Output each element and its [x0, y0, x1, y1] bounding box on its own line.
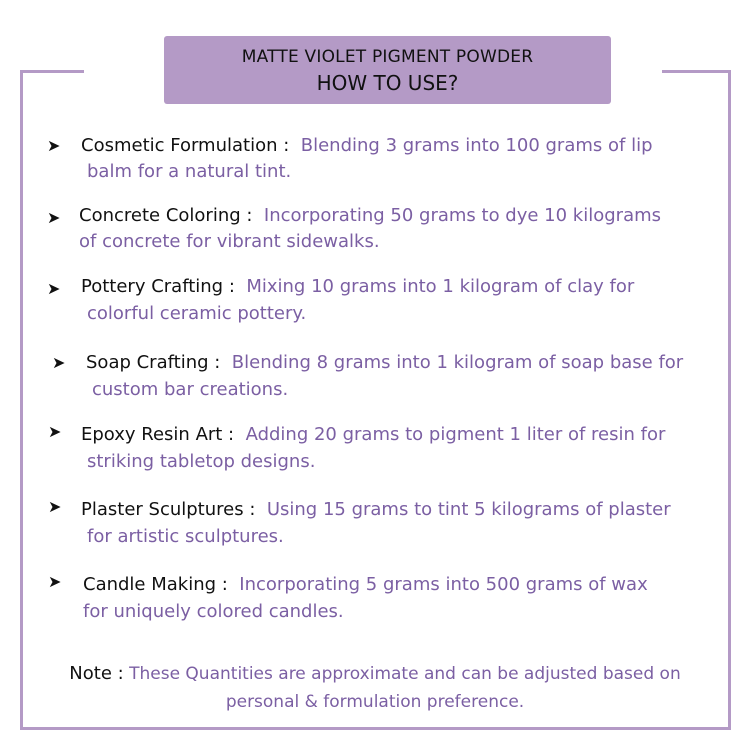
section-heading: HOW TO USE? [316, 71, 459, 95]
arrow-bullet-icon: ➤ [47, 279, 61, 298]
arrow-bullet-icon: ➤ [48, 497, 62, 516]
usage-label: Candle Making : [83, 574, 228, 595]
frame-border-left [20, 70, 23, 730]
usage-description-cont: for artistic sculptures. [87, 526, 284, 547]
usage-description-cont: colorful ceramic pottery. [87, 303, 307, 324]
usage-description: Using 15 grams to tint 5 kilograms of plaster [266, 499, 671, 520]
title-banner [164, 36, 611, 104]
arrow-bullet-icon: ➤ [48, 572, 62, 591]
usage-label: Pottery Crafting : [81, 276, 235, 297]
usage-description: Adding 20 grams to pigment 1 liter of resin for [245, 424, 666, 445]
usage-description-cont: for uniquely colored candles. [83, 601, 344, 622]
note-block [30, 660, 720, 716]
frame-border-right [728, 70, 731, 730]
note-text-cont: personal & formulation preference. [225, 692, 525, 712]
arrow-bullet-icon: ➤ [47, 136, 61, 155]
arrow-bullet-icon: ➤ [47, 208, 61, 227]
arrow-bullet-icon: ➤ [48, 422, 62, 441]
frame-border-top-right [662, 70, 731, 73]
usage-description: Blending 3 grams into 100 grams of lip [300, 135, 653, 156]
note-text: These Quantities are approximate and can be adjusted based on [129, 664, 681, 684]
usage-description-cont: of concrete for vibrant sidewalks. [79, 231, 380, 252]
usage-description: Incorporating 50 grams to dye 10 kilograms [263, 205, 662, 226]
usage-description-cont: custom bar creations. [92, 379, 289, 400]
product-title: MATTE VIOLET PIGMENT POWDER [241, 47, 534, 67]
usage-description: Blending 8 grams into 1 kilogram of soap base for [231, 352, 684, 373]
arrow-bullet-icon: ➤ [52, 353, 66, 372]
frame-border-bottom [20, 727, 731, 730]
usage-label: Epoxy Resin Art : [81, 424, 235, 445]
frame-border-top-left [20, 70, 84, 73]
usage-label: Plaster Sculptures : [81, 499, 256, 520]
usage-description-cont: striking tabletop designs. [87, 451, 316, 472]
usage-label: Concrete Coloring : [79, 205, 253, 226]
usage-description-cont: balm for a natural tint. [87, 161, 292, 182]
usage-description: Mixing 10 grams into 1 kilogram of clay for [246, 276, 635, 297]
usage-label: Soap Crafting : [86, 352, 221, 373]
usage-label: Cosmetic Formulation : [81, 135, 290, 156]
usage-description: Incorporating 5 grams into 500 grams of wax [239, 574, 648, 595]
note-label: Note : [69, 663, 124, 684]
